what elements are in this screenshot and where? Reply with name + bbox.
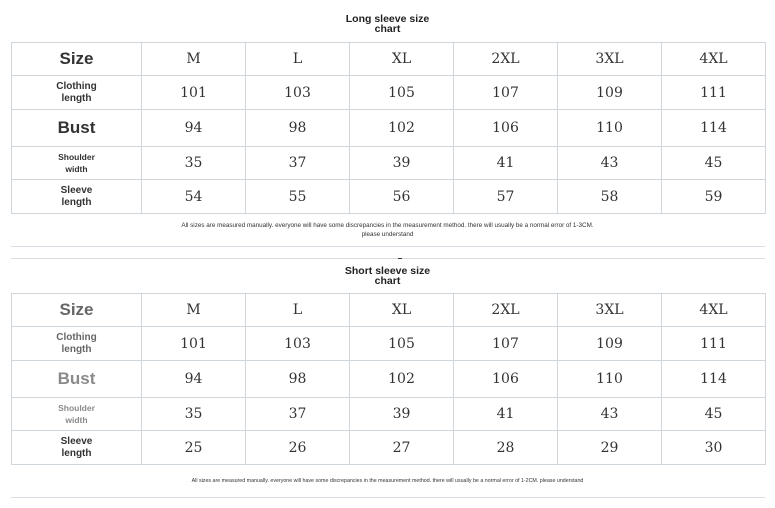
- long-sleeve-title-line1: Long sleeve size: [345, 13, 430, 25]
- row-label-sleeve-length: Sleeve length: [12, 431, 142, 465]
- size-col-l: L: [246, 43, 350, 76]
- long-sleeve-size-table: [11, 42, 766, 214]
- size-col-4xl: 4XL: [662, 294, 766, 327]
- short-sleeve-title-line2: chart: [374, 275, 401, 287]
- table-cell: 29: [558, 431, 662, 465]
- table-row: [12, 361, 766, 398]
- table-cell: 103: [246, 327, 350, 361]
- size-col-3xl: 3XL: [558, 294, 662, 327]
- size-col-m: M: [142, 294, 246, 327]
- row-label-clothing-length: Clothing length: [12, 327, 142, 361]
- long-sleeve-title-line2: chart: [374, 23, 401, 35]
- size-col-xl: XL: [350, 294, 454, 327]
- table-cell: 105: [350, 76, 454, 110]
- table-cell: 27: [350, 431, 454, 465]
- table-cell: 101: [142, 76, 246, 110]
- table-cell: 54: [142, 180, 246, 214]
- short-sleeve-measurement-note: All sizes are measured manually. everyone will have some discrepancies in the measurement method. there will usually be a normal error of 1-2CM. please understand: [191, 478, 584, 484]
- table-cell: 102: [350, 361, 454, 398]
- table-cell: 110: [558, 110, 662, 147]
- section-divider: [11, 246, 765, 247]
- table-cell: 110: [558, 361, 662, 398]
- table-cell: 25: [142, 431, 246, 465]
- table-cell: 109: [558, 76, 662, 110]
- table-cell: 109: [558, 327, 662, 361]
- long-sleeve-measurement-note: All sizes are measured manually. everyone will have some discrepancies in the measurement method. there will usually be a normal error of 1-3CM. please understand: [181, 222, 594, 238]
- table-row: [12, 76, 766, 110]
- table-row: [12, 147, 766, 180]
- table-cell: 28: [454, 431, 558, 465]
- table-cell: 105: [350, 327, 454, 361]
- short-sleeve-title: [0, 266, 775, 286]
- table-cell: 37: [246, 398, 350, 431]
- table-cell: 56: [350, 180, 454, 214]
- size-col-l: L: [246, 294, 350, 327]
- row-label-sleeve-length: Sleeve length: [12, 180, 142, 214]
- table-cell: 111: [662, 76, 766, 110]
- long-sleeve-title: [0, 14, 775, 34]
- table-cell: 111: [662, 327, 766, 361]
- table-cell: 35: [142, 398, 246, 431]
- bottom-divider: [11, 497, 765, 498]
- table-cell: 107: [454, 327, 558, 361]
- table-cell: 30: [662, 431, 766, 465]
- table-cell: 101: [142, 327, 246, 361]
- table-header-row: [12, 294, 766, 327]
- table-cell: 55: [246, 180, 350, 214]
- table-cell: 45: [662, 147, 766, 180]
- table-cell: 94: [142, 110, 246, 147]
- size-col-xl: XL: [350, 43, 454, 76]
- table-cell: 114: [662, 110, 766, 147]
- table-cell: 107: [454, 76, 558, 110]
- size-header-label: Size: [12, 294, 142, 327]
- table-cell: 26: [246, 431, 350, 465]
- table-row: [12, 431, 766, 465]
- table-cell: 41: [454, 398, 558, 431]
- table-row: [12, 110, 766, 147]
- size-col-2xl: 2XL: [454, 43, 558, 76]
- table-cell: 59: [662, 180, 766, 214]
- short-sleeve-title-line1: Short sleeve size: [344, 265, 431, 277]
- row-label-bust: Bust: [12, 361, 142, 398]
- size-col-2xl: 2XL: [454, 294, 558, 327]
- size-col-4xl: 4XL: [662, 43, 766, 76]
- table-cell: 106: [454, 361, 558, 398]
- table-row: [12, 180, 766, 214]
- section-divider: [11, 258, 765, 259]
- table-cell: 98: [246, 361, 350, 398]
- short-sleeve-size-table: [11, 293, 766, 465]
- table-cell: 37: [246, 147, 350, 180]
- table-cell: 45: [662, 398, 766, 431]
- row-label-shoulder-width: Shoulder width: [12, 398, 142, 431]
- table-cell: 43: [558, 398, 662, 431]
- table-row: [12, 398, 766, 431]
- table-cell: 39: [350, 147, 454, 180]
- size-col-m: M: [142, 43, 246, 76]
- table-cell: 43: [558, 147, 662, 180]
- table-cell: 106: [454, 110, 558, 147]
- table-cell: 39: [350, 398, 454, 431]
- size-col-3xl: 3XL: [558, 43, 662, 76]
- table-cell: 41: [454, 147, 558, 180]
- table-cell: 57: [454, 180, 558, 214]
- table-cell: 114: [662, 361, 766, 398]
- table-cell: 103: [246, 76, 350, 110]
- table-header-row: [12, 43, 766, 76]
- table-cell: 58: [558, 180, 662, 214]
- row-label-bust: Bust: [12, 110, 142, 147]
- row-label-clothing-length: Clothing length: [12, 76, 142, 110]
- table-cell: 94: [142, 361, 246, 398]
- table-cell: 98: [246, 110, 350, 147]
- row-label-shoulder-width: Shoulder width: [12, 147, 142, 180]
- table-row: [12, 327, 766, 361]
- size-header-label: Size: [12, 43, 142, 76]
- divider-tick: [398, 258, 402, 259]
- table-cell: 102: [350, 110, 454, 147]
- table-cell: 35: [142, 147, 246, 180]
